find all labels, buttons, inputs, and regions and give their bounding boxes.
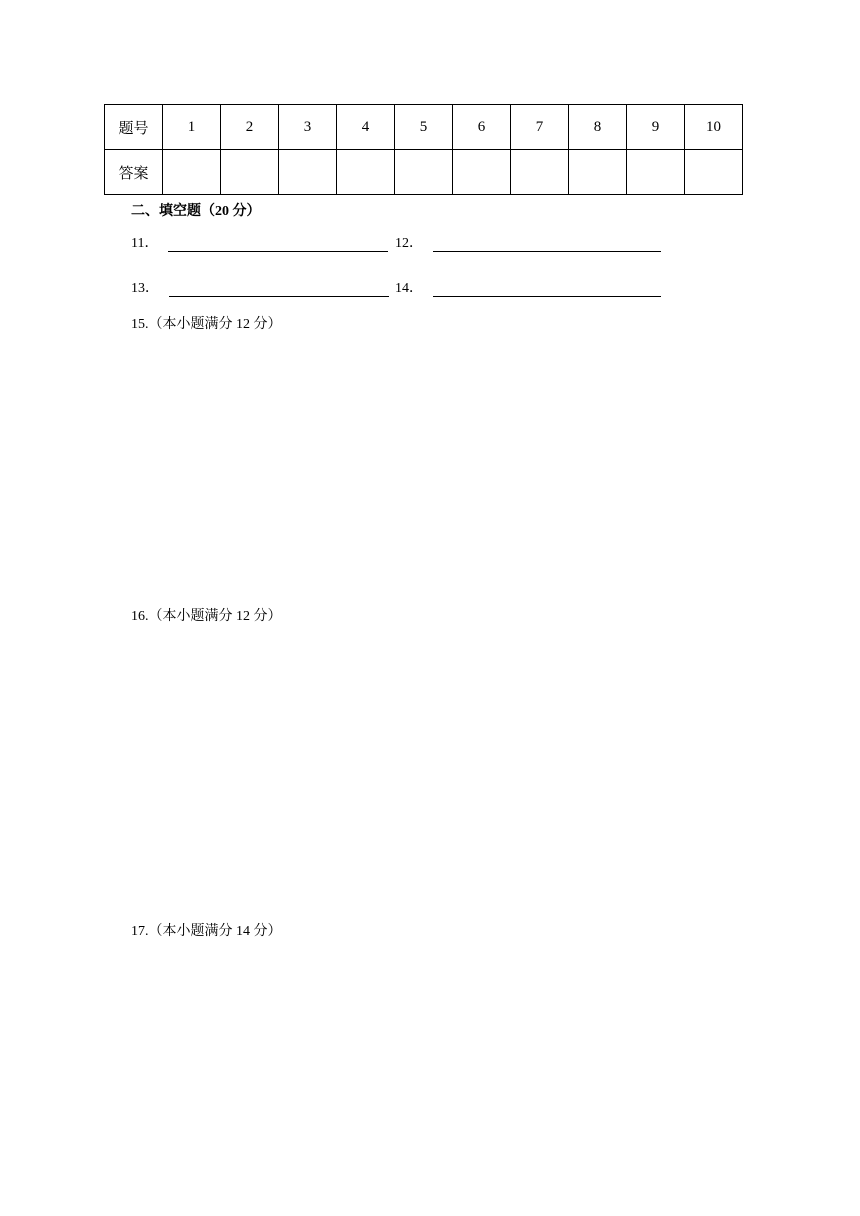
answer-cell[interactable] <box>569 150 627 195</box>
fill-blank-13 <box>131 277 389 297</box>
problem-16-heading: 16.（本小题满分 12 分） <box>131 609 282 624</box>
answer-header: 答案 <box>105 150 163 195</box>
answer-cell[interactable] <box>453 150 511 195</box>
question-number-cell: 8 <box>569 105 627 150</box>
answer-cell[interactable] <box>221 150 279 195</box>
question-number-cell: 5 <box>395 105 453 150</box>
blank-label: 12． <box>395 236 423 251</box>
question-number-cell: 1 <box>163 105 221 150</box>
answer-cell[interactable] <box>685 150 743 195</box>
question-number-cell: 3 <box>279 105 337 150</box>
question-number-row <box>105 105 743 150</box>
problem-17-heading: 17.（本小题满分 14 分） <box>131 924 282 939</box>
blank-label: 13． <box>131 281 159 296</box>
question-number-header: 题号 <box>105 105 163 150</box>
answer-cell[interactable] <box>337 150 395 195</box>
answer-cell[interactable] <box>395 150 453 195</box>
blank-answer-line[interactable] <box>169 282 389 297</box>
answer-cell[interactable] <box>279 150 337 195</box>
fill-blank-11 <box>131 232 388 252</box>
question-number-cell: 6 <box>453 105 511 150</box>
blank-answer-line[interactable] <box>433 282 661 297</box>
fill-blank-14 <box>395 277 661 297</box>
blank-answer-line[interactable] <box>168 237 388 252</box>
problem-15-heading: 15.（本小题满分 12 分） <box>131 317 282 332</box>
fill-blank-12 <box>395 232 661 252</box>
blank-label: 11． <box>131 236 159 251</box>
question-number-cell: 7 <box>511 105 569 150</box>
blank-label: 14． <box>395 281 423 296</box>
question-number-cell: 2 <box>221 105 279 150</box>
answer-cell[interactable] <box>511 150 569 195</box>
answer-row <box>105 150 743 195</box>
section-title-fill-in: 二、填空题（20 分） <box>131 204 261 219</box>
blank-answer-line[interactable] <box>433 237 661 252</box>
question-number-cell: 9 <box>627 105 685 150</box>
answer-cell[interactable] <box>627 150 685 195</box>
question-number-cell: 4 <box>337 105 395 150</box>
answer-table <box>104 104 743 195</box>
answer-cell[interactable] <box>163 150 221 195</box>
question-number-cell: 10 <box>685 105 743 150</box>
